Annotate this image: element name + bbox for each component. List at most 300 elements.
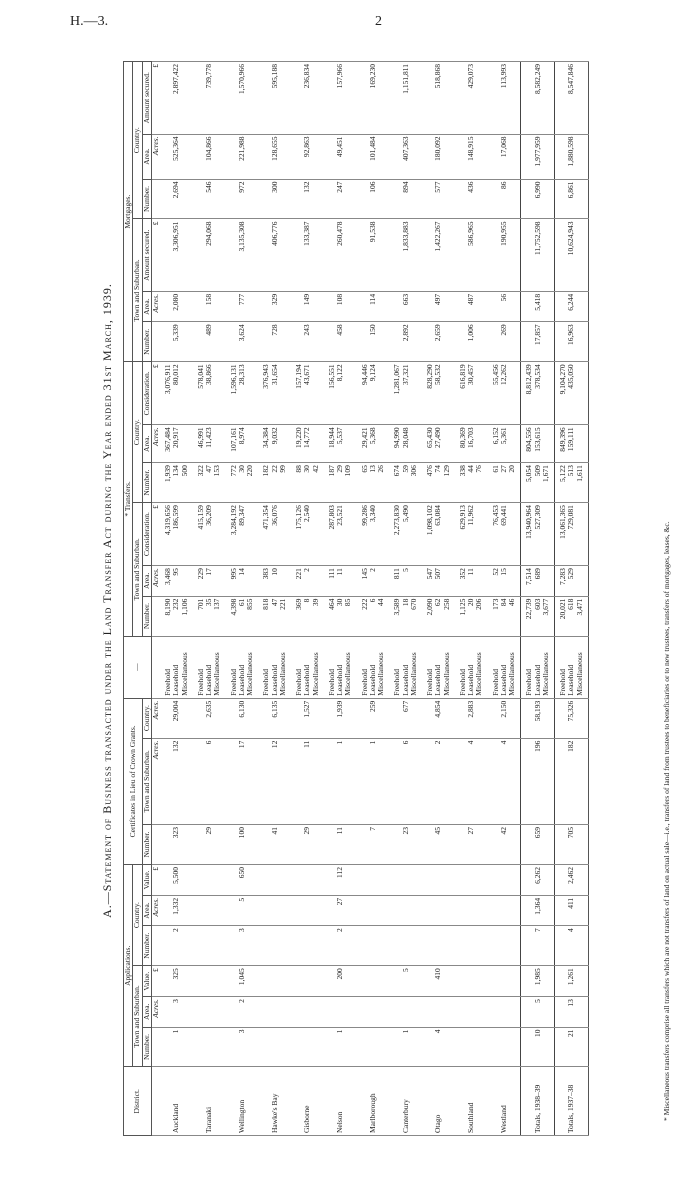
cell-empty — [443, 865, 455, 896]
cell-app-c-value — [205, 865, 213, 896]
transfer-kind: Freehold — [389, 636, 401, 698]
cell-m-ts-num: 2,659 — [434, 322, 442, 362]
cell-tr-ts-area: 17 — [205, 566, 213, 596]
cell-m-ts-area: 149 — [303, 291, 311, 321]
cell-empty — [443, 997, 455, 1027]
cell-tr-ts-cons — [377, 503, 389, 566]
cell-tr-ts-area: 3,468 — [160, 566, 172, 596]
cell-m-c-num — [377, 179, 389, 219]
cell-app-ts-num: 1 — [172, 1027, 180, 1067]
cell-app-c-value — [303, 865, 311, 896]
cell-tr-ts-cons: 36,209 — [205, 503, 213, 566]
cell-m-ts-amt — [258, 219, 270, 291]
col-mortgages: Mortgages. — [124, 62, 133, 362]
cell-tr-ts-cons: 527,309 — [534, 503, 542, 566]
cell-cert-ts-area: 196 — [534, 738, 542, 824]
cell-cert-num: 659 — [534, 825, 542, 865]
cell-empty — [542, 865, 555, 896]
cell-empty — [410, 738, 422, 824]
cell-tr-c-area: 5,537 — [336, 425, 344, 463]
cell-empty — [193, 738, 205, 824]
transfer-kind: Miscellaneous — [213, 636, 225, 698]
cell-tr-c-num: 5,122 — [555, 463, 568, 503]
cell-empty — [357, 825, 369, 865]
cell-tr-c-num: 500 — [181, 463, 193, 503]
cell-tr-ts-area — [576, 566, 589, 596]
cell-tr-c-area: 6,152 — [488, 425, 500, 463]
cell-empty — [279, 865, 291, 896]
col-blank: — — [124, 636, 152, 698]
cell-m-c-num — [344, 179, 356, 219]
cell-m-ts-amt — [181, 219, 193, 291]
table-row — [443, 62, 455, 1136]
cell-m-ts-amt — [279, 219, 291, 291]
cell-m-ts-amt — [226, 219, 238, 291]
transfer-kind: Leasehold — [369, 636, 377, 698]
cell-empty — [258, 865, 270, 896]
cell-m-ts-area: 5,418 — [534, 291, 542, 321]
cell-m-c-area: 407,363 — [402, 134, 410, 179]
cell-empty — [181, 865, 193, 896]
cell-m-c-amt: 8,547,846 — [567, 62, 575, 135]
cell-empty — [291, 966, 303, 997]
cell-tr-c-num: 88 — [291, 463, 303, 503]
cell-empty — [455, 997, 467, 1027]
cell-m-c-num: 132 — [303, 179, 311, 219]
cell-empty — [344, 738, 356, 824]
cell-m-c-area — [542, 134, 555, 179]
cell-tr-ts-num: 369 — [291, 596, 303, 636]
cell-m-ts-area — [377, 291, 389, 321]
cell-empty — [213, 825, 225, 865]
cell-cert-ts-area: 182 — [567, 738, 575, 824]
cell-tr-c-area: 11,423 — [205, 425, 213, 463]
cell-empty — [193, 1027, 205, 1067]
col-amount-secured: Amount secured. — [142, 62, 151, 135]
cell-empty — [542, 966, 555, 997]
cell-empty — [422, 997, 434, 1027]
cell-empty — [443, 966, 455, 997]
cell-app-ts-area — [303, 997, 311, 1027]
cell-m-ts-area — [279, 291, 291, 321]
col-value: Value. — [142, 865, 151, 896]
cell-tr-ts-area — [377, 566, 389, 596]
cell-empty — [521, 698, 534, 738]
cell-tr-c-num: 30 — [303, 463, 311, 503]
transfer-kind: Freehold — [258, 636, 270, 698]
cell-empty — [181, 1027, 193, 1067]
cell-m-c-amt — [443, 62, 455, 135]
col-cert-country-area: Country. — [142, 698, 151, 738]
cell-empty — [488, 926, 500, 966]
cell-m-c-area — [181, 134, 193, 179]
cell-tr-ts-area: 547 — [422, 566, 434, 596]
col-area: Area. — [142, 895, 151, 925]
col-area: Area. — [142, 134, 151, 179]
cell-cert-c-area: 677 — [402, 698, 410, 738]
cell-tr-c-area: 849,396 — [555, 425, 568, 463]
cell-m-c-area — [258, 134, 270, 179]
cell-m-c-num: 577 — [434, 179, 442, 219]
transfer-kind: Miscellaneous — [576, 636, 589, 698]
col-number: Number. — [142, 463, 151, 503]
cell-empty — [258, 825, 270, 865]
cell-m-ts-num — [181, 322, 193, 362]
cell-empty — [181, 698, 193, 738]
cell-empty — [312, 865, 324, 896]
unit-acres: Acres. — [151, 698, 160, 738]
cell-tr-ts-cons: 23,521 — [336, 503, 344, 566]
cell-empty — [291, 997, 303, 1027]
cell-tr-ts-cons: 13,940,964 — [521, 503, 534, 566]
cell-m-ts-area — [443, 291, 455, 321]
district-name: Auckland — [172, 1067, 180, 1136]
cell-m-c-num — [246, 179, 258, 219]
cell-empty — [193, 895, 205, 925]
cell-empty — [389, 895, 401, 925]
table-title: A.—Statement of Business transacted under the Land Transfer Act during the Year ended 31st March, 1939. — [100, 283, 114, 918]
cell-tr-c-cons — [344, 362, 356, 425]
cell-m-ts-area — [508, 291, 521, 321]
transfer-kind: Miscellaneous — [181, 636, 193, 698]
cell-m-c-amt — [344, 62, 356, 135]
cell-empty — [377, 966, 389, 997]
cell-m-c-area: 101,484 — [369, 134, 377, 179]
cell-app-c-area — [467, 895, 475, 925]
col-app-town: Town and Suburban. — [133, 966, 142, 1067]
cell-tr-ts-num: 18 — [402, 596, 410, 636]
cell-m-c-area: 221,988 — [238, 134, 246, 179]
cell-tr-c-area — [542, 425, 555, 463]
cell-m-ts-amt: 1,422,267 — [434, 219, 442, 291]
cell-empty — [389, 1027, 401, 1067]
cell-tr-ts-cons: 629,913 — [455, 503, 467, 566]
cell-empty — [576, 825, 589, 865]
district-name: Hawke's Bay — [271, 1067, 279, 1136]
cell-cert-ts-area: 17 — [238, 738, 246, 824]
cell-m-ts-area — [521, 291, 534, 321]
cell-tr-c-cons: 37,321 — [402, 362, 410, 425]
cell-m-ts-amt: 1,833,883 — [402, 219, 410, 291]
cell-tr-ts-num: 20 — [467, 596, 475, 636]
cell-tr-c-cons — [443, 362, 455, 425]
cell-tr-c-area — [246, 425, 258, 463]
cell-app-ts-num: 3 — [238, 1027, 246, 1067]
cell-cert-num: 7 — [369, 825, 377, 865]
cell-empty — [488, 1027, 500, 1067]
cell-app-ts-value — [369, 966, 377, 997]
cell-m-ts-num: 243 — [303, 322, 311, 362]
cell-empty — [377, 1027, 389, 1067]
table-row — [475, 62, 487, 1136]
cell-app-c-num: 7 — [534, 926, 542, 966]
cell-cert-num: 705 — [567, 825, 575, 865]
cell-m-c-num: 546 — [205, 179, 213, 219]
cell-tr-c-cons: 616,819 — [455, 362, 467, 425]
cell-empty — [226, 738, 238, 824]
cell-empty — [279, 738, 291, 824]
district-name: Otago — [434, 1067, 442, 1136]
transfer-kind: Freehold — [324, 636, 336, 698]
cell-m-ts-area — [246, 291, 258, 321]
cell-tr-ts-cons: 3,340 — [369, 503, 377, 566]
cell-cert-num: 100 — [238, 825, 246, 865]
cell-cert-c-area: 1,939 — [336, 698, 344, 738]
cell-m-c-num: 247 — [336, 179, 344, 219]
cell-empty — [508, 1067, 521, 1136]
cell-empty — [258, 1027, 270, 1067]
cell-empty — [312, 966, 324, 997]
cell-tr-c-cons: 9,104,270 — [555, 362, 568, 425]
cell-m-c-amt: 8,582,249 — [534, 62, 542, 135]
cell-m-c-num: 2,694 — [172, 179, 180, 219]
cell-tr-c-cons — [312, 362, 324, 425]
cell-tr-c-area — [344, 425, 356, 463]
cell-tr-c-cons: 8,812,439 — [521, 362, 534, 425]
cell-m-ts-area: 158 — [205, 291, 213, 321]
cell-empty — [246, 1027, 258, 1067]
cell-empty — [542, 895, 555, 925]
cell-m-c-amt: 1,570,966 — [238, 62, 246, 135]
cell-tr-ts-num: 84 — [500, 596, 508, 636]
cell-empty — [279, 926, 291, 966]
cell-empty — [246, 1067, 258, 1136]
cell-app-ts-value: 5 — [402, 966, 410, 997]
cell-app-c-num: 2 — [172, 926, 180, 966]
cell-empty — [521, 1067, 534, 1136]
cell-tr-ts-num: 22,739 — [521, 596, 534, 636]
col-consideration: Consideration. — [142, 503, 151, 566]
cell-tr-ts-num: 855 — [246, 596, 258, 636]
cell-tr-ts-area: 507 — [434, 566, 442, 596]
cell-empty — [226, 926, 238, 966]
cell-tr-ts-cons: 69,441 — [500, 503, 508, 566]
totals-row — [576, 62, 589, 1136]
unit-acres: Acres. — [151, 425, 160, 463]
cell-empty — [521, 865, 534, 896]
cell-app-ts-value — [500, 966, 508, 997]
cell-tr-c-area: 107,161 — [226, 425, 238, 463]
cell-m-c-amt — [542, 62, 555, 135]
cell-tr-c-cons: 30,457 — [467, 362, 475, 425]
cell-empty — [258, 895, 270, 925]
cell-empty — [488, 865, 500, 896]
cell-tr-c-cons: 378,534 — [534, 362, 542, 425]
cell-app-ts-value — [205, 966, 213, 997]
cell-empty — [455, 865, 467, 896]
cell-tr-c-num: 220 — [246, 463, 258, 503]
cell-empty — [357, 1027, 369, 1067]
cell-tr-c-cons — [475, 362, 487, 425]
cell-tr-ts-num: 39 — [312, 596, 324, 636]
cell-empty — [312, 997, 324, 1027]
cell-tr-ts-area — [508, 566, 521, 596]
cell-tr-c-cons: 94,446 — [357, 362, 369, 425]
cell-empty — [521, 1027, 534, 1067]
cell-empty — [422, 926, 434, 966]
cell-m-ts-amt — [521, 219, 534, 291]
cell-m-ts-amt: 10,624,943 — [567, 219, 575, 291]
cell-empty — [455, 966, 467, 997]
transfer-kind: Freehold — [555, 636, 568, 698]
cell-tr-c-area: 16,703 — [467, 425, 475, 463]
cell-m-c-amt — [258, 62, 270, 135]
cell-tr-ts-area — [246, 566, 258, 596]
cell-tr-ts-area: 111 — [324, 566, 336, 596]
cell-tr-c-area — [443, 425, 455, 463]
transfer-kind: Leasehold — [567, 636, 575, 698]
cell-app-c-num — [271, 926, 279, 966]
cell-app-c-value — [369, 865, 377, 896]
cell-empty — [422, 738, 434, 824]
cell-empty — [258, 738, 270, 824]
unit-acres: Acres. — [151, 134, 160, 179]
cell-tr-c-area — [312, 425, 324, 463]
cell-tr-ts-area: 11 — [336, 566, 344, 596]
cell-empty — [213, 895, 225, 925]
col-area: Area. — [142, 425, 151, 463]
cell-m-c-area — [410, 134, 422, 179]
cell-m-ts-num: 489 — [205, 322, 213, 362]
cell-m-ts-area — [181, 291, 193, 321]
transfer-kind: Leasehold — [271, 636, 279, 698]
cell-empty — [410, 966, 422, 997]
cell-empty — [508, 865, 521, 896]
cell-m-c-num — [181, 179, 193, 219]
cell-tr-ts-cons — [213, 503, 225, 566]
cell-tr-c-cons: 578,041 — [193, 362, 205, 425]
cell-empty — [291, 738, 303, 824]
cell-m-ts-num — [475, 322, 487, 362]
cell-empty — [488, 738, 500, 824]
col-number: Number. — [142, 926, 151, 966]
cell-tr-ts-area: 7,283 — [555, 566, 568, 596]
unit-acres: Acres. — [151, 895, 160, 925]
cell-empty — [312, 825, 324, 865]
cell-empty — [422, 895, 434, 925]
cell-empty — [279, 1067, 291, 1136]
cell-empty — [344, 926, 356, 966]
cell-empty — [542, 698, 555, 738]
cell-cert-ts-area: 2 — [434, 738, 442, 824]
cell-tr-c-area: 5,368 — [369, 425, 377, 463]
cell-app-c-value: 5,500 — [172, 865, 180, 896]
cell-tr-ts-area: 5 — [402, 566, 410, 596]
cell-empty — [389, 1067, 401, 1136]
cell-app-c-value — [271, 865, 279, 896]
transfer-kind: Miscellaneous — [443, 636, 455, 698]
cell-m-c-amt — [508, 62, 521, 135]
unit-acres: Acres. — [151, 566, 160, 596]
district-name: Wellington — [238, 1067, 246, 1136]
cell-empty — [193, 997, 205, 1027]
cell-tr-c-num: 1,611 — [576, 463, 589, 503]
cell-empty — [389, 966, 401, 997]
cell-tr-c-num: 1,671 — [542, 463, 555, 503]
cell-empty — [312, 1067, 324, 1136]
cell-tr-ts-num: 6 — [369, 596, 377, 636]
cell-m-ts-area: 329 — [271, 291, 279, 321]
cell-tr-c-num: 134 — [172, 463, 180, 503]
cell-empty — [410, 698, 422, 738]
transfer-kind: Miscellaneous — [246, 636, 258, 698]
cell-tr-c-area: 28,048 — [402, 425, 410, 463]
cell-tr-ts-area: 11 — [467, 566, 475, 596]
cell-empty — [357, 865, 369, 896]
cell-empty — [508, 698, 521, 738]
cell-m-c-amt — [226, 62, 238, 135]
col-number: Number. — [142, 596, 151, 636]
cell-tr-c-num: 772 — [226, 463, 238, 503]
col-tr-country: Country. — [133, 362, 142, 503]
land-transfer-table — [123, 61, 589, 1136]
cell-empty — [213, 1027, 225, 1067]
col-amount-secured: Amount secured. — [142, 219, 151, 291]
cell-m-ts-area — [312, 291, 324, 321]
cell-m-c-area — [246, 134, 258, 179]
cell-m-ts-amt — [443, 219, 455, 291]
cell-cert-ts-area: 1 — [369, 738, 377, 824]
cell-tr-ts-num: 3,471 — [576, 596, 589, 636]
table-row — [246, 62, 258, 1136]
cell-empty — [258, 926, 270, 966]
cell-empty — [475, 895, 487, 925]
cell-empty — [410, 1067, 422, 1136]
cell-tr-ts-num: 1,106 — [181, 596, 193, 636]
cell-tr-c-area — [475, 425, 487, 463]
cell-empty — [576, 997, 589, 1027]
cell-cert-c-area: 75,326 — [567, 698, 575, 738]
cell-tr-c-num: 99 — [279, 463, 291, 503]
cell-app-ts-num — [271, 1027, 279, 1067]
district-name: Totals, 1938–39 — [534, 1067, 542, 1136]
cell-tr-ts-cons — [312, 503, 324, 566]
cell-tr-ts-num: 221 — [279, 596, 291, 636]
cell-app-ts-area — [500, 997, 508, 1027]
unit-pounds: £ — [151, 62, 160, 135]
cell-empty — [291, 1027, 303, 1067]
cell-tr-c-area: 9,032 — [271, 425, 279, 463]
cell-tr-ts-cons: 76,453 — [488, 503, 500, 566]
cell-tr-c-area: 367,484 — [160, 425, 172, 463]
cell-m-ts-num — [226, 322, 238, 362]
cell-m-ts-num — [542, 322, 555, 362]
cell-app-c-area: 411 — [567, 895, 575, 925]
cell-empty — [576, 895, 589, 925]
cell-tr-c-area: 8,974 — [238, 425, 246, 463]
col-tr-town: Town and Suburban. — [133, 503, 142, 636]
cell-app-c-value: 2,462 — [567, 865, 575, 896]
cell-tr-ts-num: 464 — [324, 596, 336, 636]
cell-empty — [508, 1027, 521, 1067]
cell-tr-c-num: 1,939 — [160, 463, 172, 503]
cell-app-c-num — [369, 926, 377, 966]
cell-tr-c-num: 182 — [258, 463, 270, 503]
cell-cert-ts-area: 4 — [467, 738, 475, 824]
cell-m-c-num — [312, 179, 324, 219]
table-row — [344, 62, 356, 1136]
cell-cert-ts-area: 6 — [402, 738, 410, 824]
cell-tr-c-num: 129 — [443, 463, 455, 503]
cell-empty — [279, 825, 291, 865]
cell-empty — [521, 895, 534, 925]
col-value: Value. — [142, 966, 151, 997]
cell-empty — [279, 966, 291, 997]
cell-app-c-num: 2 — [336, 926, 344, 966]
cell-tr-ts-area: 995 — [226, 566, 238, 596]
cell-cert-c-area: 2,883 — [467, 698, 475, 738]
totals-row — [542, 62, 555, 1136]
